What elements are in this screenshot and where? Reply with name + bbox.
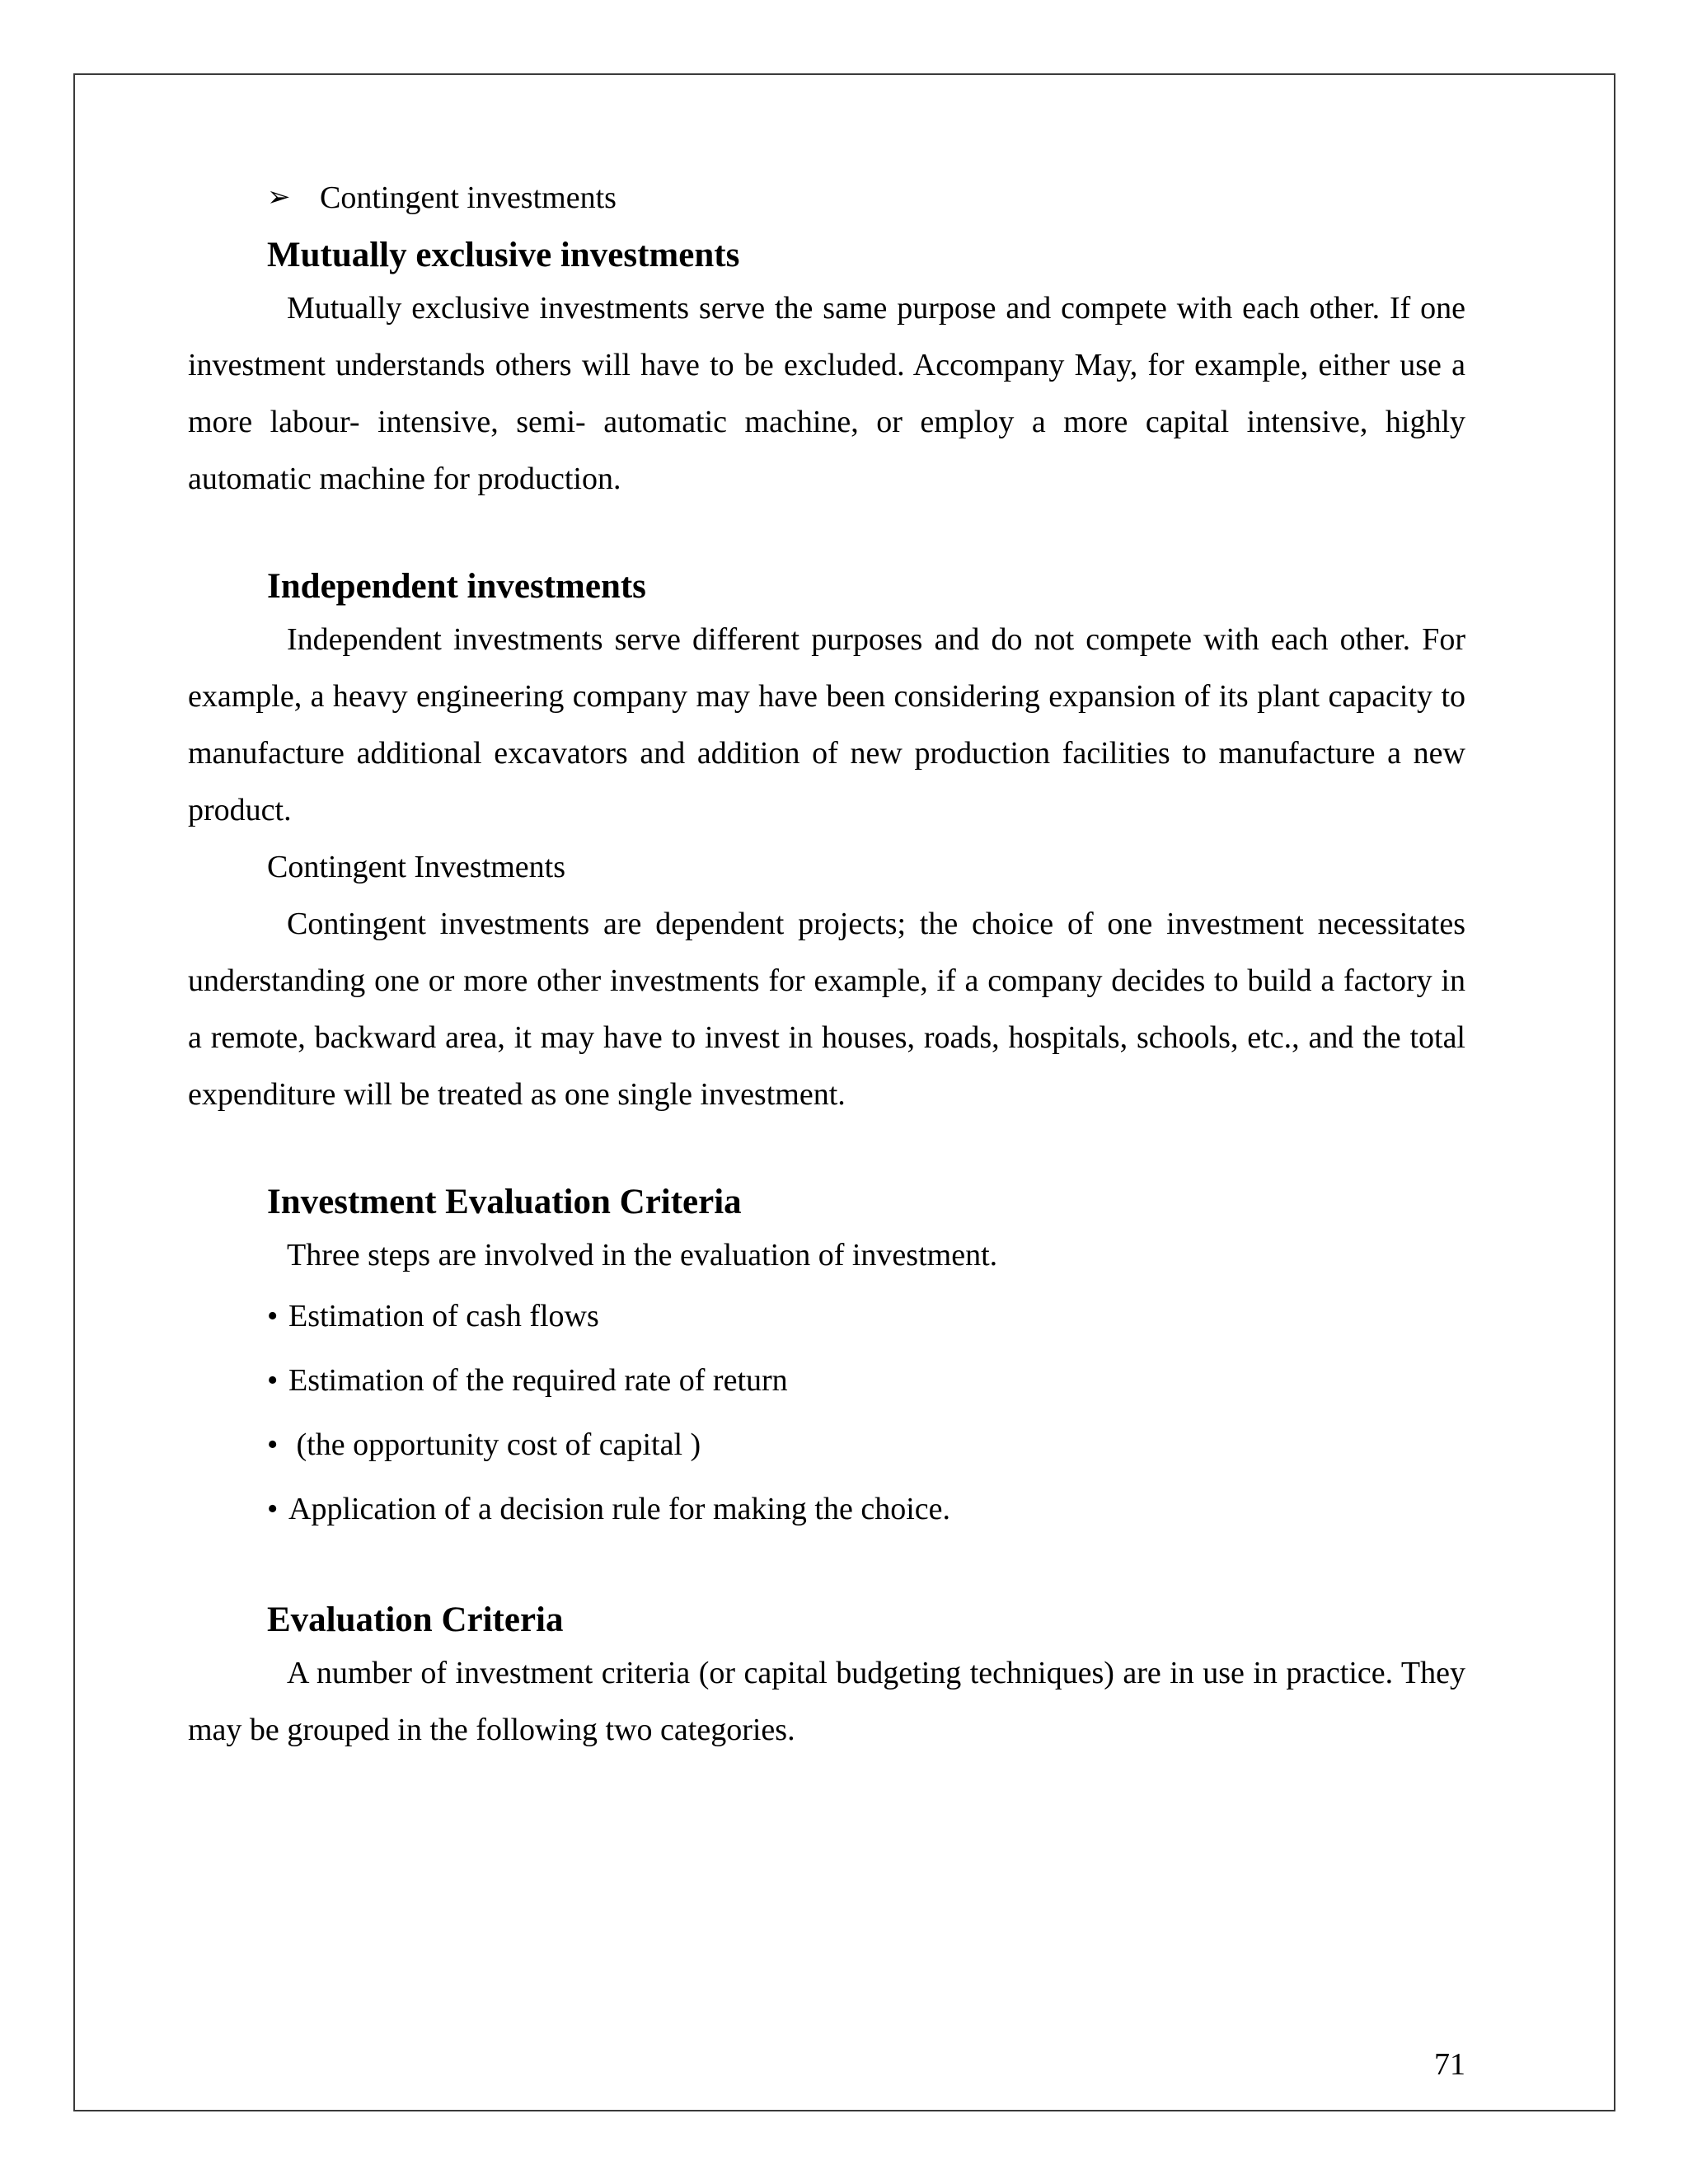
arrow-list-item [267,173,1465,223]
list-item: • Application of a decision rule for making the choice. [267,1477,1465,1541]
heading-investment-evaluation-criteria: Investment Evaluation Criteria [267,1183,742,1221]
list-item: • Estimation of cash flows [267,1284,1465,1348]
heading-evaluation-criteria: Evaluation Criteria [267,1601,564,1639]
paragraph-evaluation-intro: Three steps are involved in the evaluation of investment. [287,1238,998,1272]
list-item: • (the opportunity cost of capital ) [267,1413,1465,1477]
paragraph-independent: Independent investments serve different purposes and do not compete with each other. For example, a heavy engineering company may have been considering expansion of its plant capacity to manufacture additional excavators and addition of new production facilities to manufacture a new product. [188,622,1465,827]
bullet-dot-icon: • [267,1427,279,1462]
paragraph-mutually-exclusive: Mutually exclusive investments serve the same purpose and compete with each other. If one investment understands others will have to be excluded. Accompany May, for example, either use a more labour- intensive, semi- automatic machine, or employ a more capital intensive, highly automatic machine for production. [188,291,1465,496]
bullet-dot-icon: • [267,1492,279,1526]
evaluation-steps-list [267,1284,1465,1541]
heading-mutually-exclusive: Mutually exclusive investments [267,236,740,274]
page-number: 71 [1434,2047,1465,2082]
subheading-contingent: Contingent Investments [267,850,566,884]
bullet-dot-icon: • [267,1299,279,1333]
arrow-list-item-text: Contingent investments [320,180,617,215]
page-content [188,173,1465,1759]
paragraph-evaluation-criteria: A number of investment criteria (or capital budgeting techniques) are in use in practice. They may be grouped in the following two categories. [188,1656,1465,1747]
paragraph-contingent: Contingent investments are dependent projects; the choice of one investment necessitates understanding one or more other investments for example, if a company decides to build a factory in a remote, backward area, it may have to invest in houses, roads, hospitals, schools, etc., and the total expenditure will be treated as one single investment. [188,907,1465,1112]
bullet-dot-icon: • [267,1363,279,1398]
list-item: • Estimation of the required rate of return [267,1348,1465,1413]
arrow-bullet-icon: ➢ [267,182,291,213]
heading-independent: Independent investments [267,567,646,606]
